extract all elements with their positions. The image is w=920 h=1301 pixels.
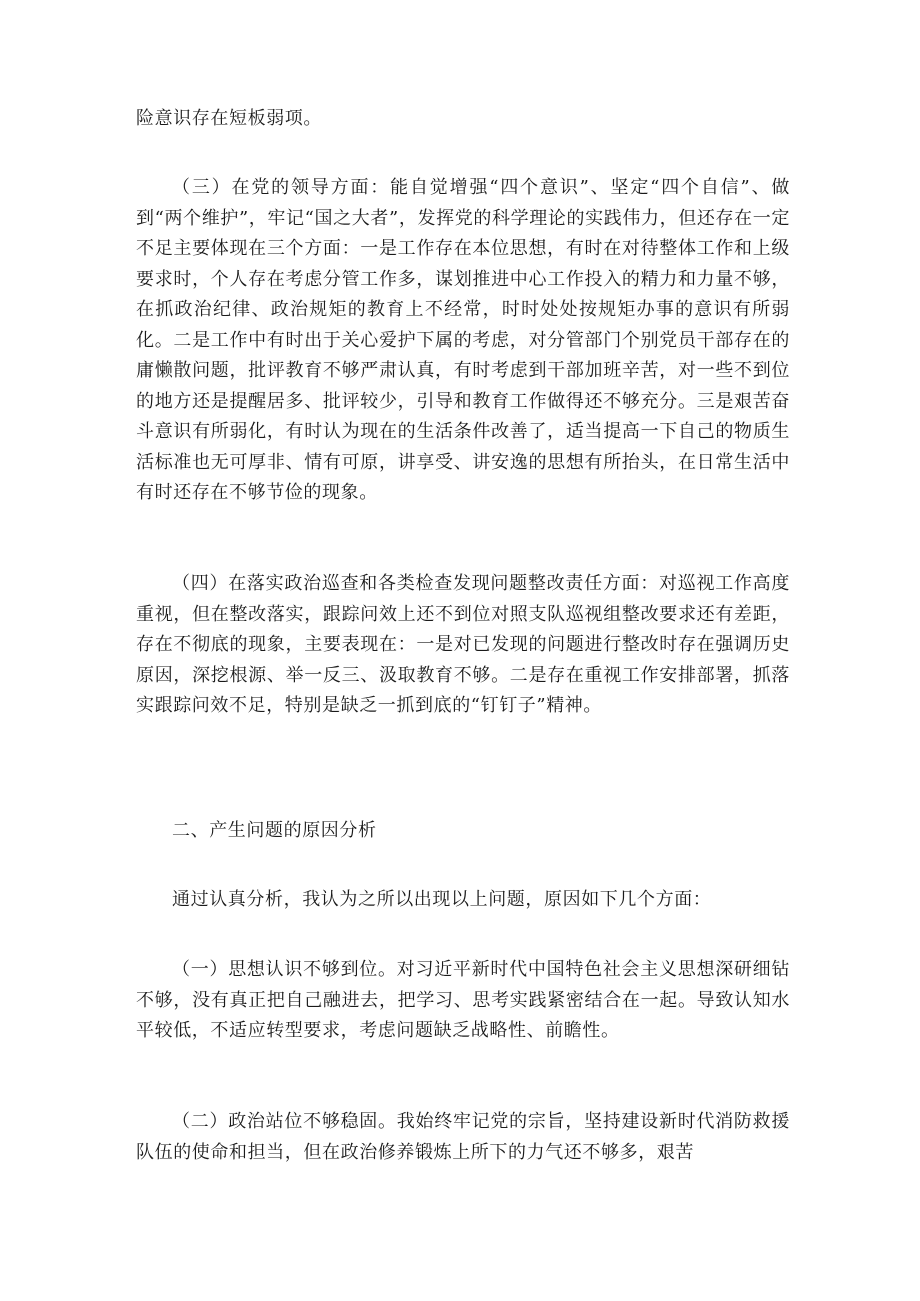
paragraph-political-stance: （二）政治站位不够稳固。我始终牢记党的宗旨，坚持建设新时代消防救援队伍的使命和担当，但在政治修养锻炼上所下的力气还不够多，艰苦 [136, 1111, 790, 1163]
paragraph-continuation: 险意识存在短板弱项。 [136, 108, 322, 129]
paragraph-party-leadership: （三）在党的领导方面：能自觉增强“四个意识”、坚定“四个自信”、做到“两个维护”，牢记“国之大者”，发挥党的科学理论的实践伟力，但还存在一定不足主要体现在三个方面：一是工作存在本位思想，有时在对待整体工作和上级要求时，个人存在考虑分管工作多，谋划推进中心工作投入的精力和力量不够，在抓政治纪律、政治规矩的教育上不经常，时时处处按规矩办事的意识有所弱化。二是工作中有时出于关心爱护下属的考虑，对分管部门个别党员干部存在的庸懒散问题，批评教育不够严肃认真，有时考虑到干部加班辛苦，对一些不到位的地方还是提醒居多、批评较少，引导和教育工作做得还不够充分。三是艰苦奋斗意识有所弱化，有时认为现在的生活条件改善了，适当提高一下自己的物质生活标准也无可厚非、情有可原，讲享受、讲安逸的思想有所抬头，在日常生活中有时还存在不够节俭的现象。 [136, 177, 790, 503]
paragraph-ideological-awareness: （一）思想认识不够到位。对习近平新时代中国特色社会主义思想深研细钻不够，没有真正把自己融进去，把学习、思考实践紧密结合在一起。导致认知水平较低，不适应转型要求，考虑问题缺乏战略性、前瞻性。 [136, 959, 790, 1041]
paragraph-rectification: （四）在落实政治巡查和各类检查发现问题整改责任方面：对巡视工作高度重视，但在整改落实，跟踪问效上还不到位对照支队巡视组整改要求还有差距，存在不彻底的现象，主要表现在：一是对已发现的问题进行整改时存在强调历史原因，深挖根源、举一反三、汲取教育不够。二是存在重视工作安排部署，抓落实跟踪问效不足，特别是缺乏一抓到底的“钉钉子”精神。 [136, 573, 790, 716]
paragraph-analysis-intro: 通过认真分析，我认为之所以出现以上问题，原因如下几个方面： [172, 889, 712, 910]
section-heading-cause-analysis: 二、产生问题的原因分析 [172, 820, 377, 841]
